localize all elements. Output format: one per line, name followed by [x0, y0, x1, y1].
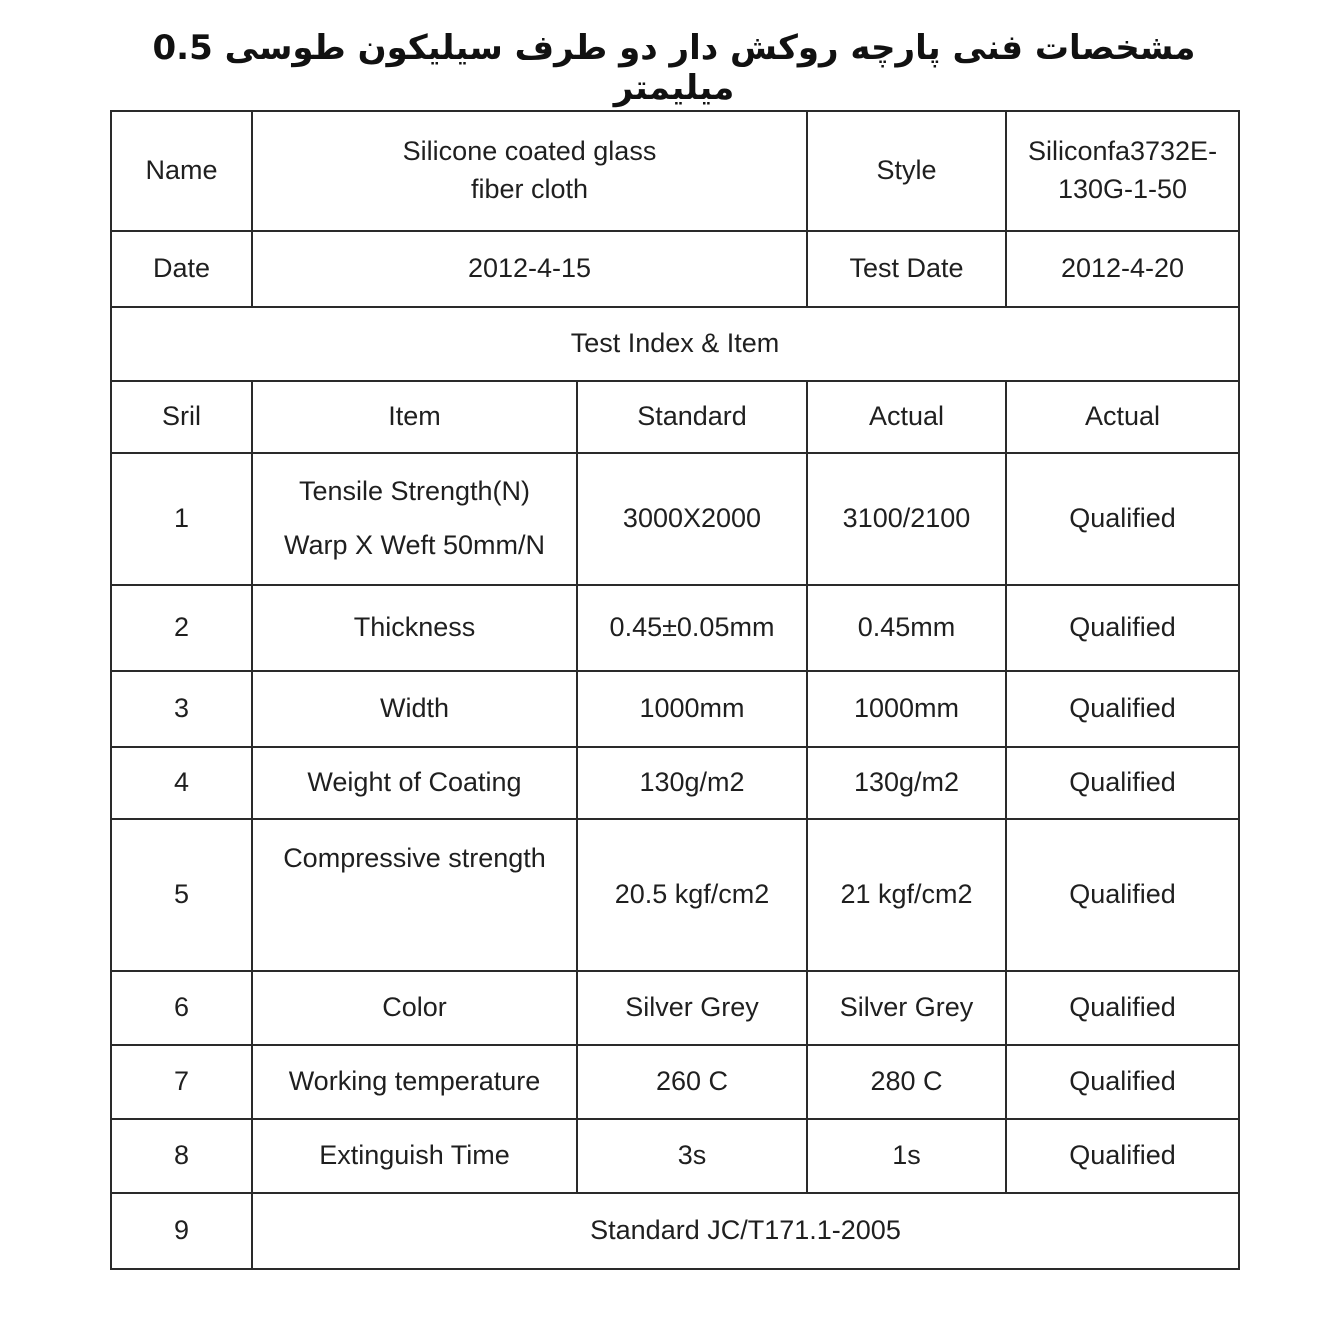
item-cell: Color [252, 971, 577, 1045]
table-row [111, 585, 1239, 671]
actual-cell: 130g/m2 [807, 747, 1006, 819]
result-cell: Qualified [1006, 747, 1239, 819]
actual-cell: 21 kgf/cm2 [807, 819, 1006, 971]
page-title: مشخصات فنی پارچه روکش دار دو طرف سیلیکون طوسی 0.5 میلیمتر [152, 28, 1196, 108]
column-header: Actual [807, 381, 1006, 453]
actual-cell: 280 C [807, 1045, 1006, 1119]
table-row [111, 971, 1239, 1045]
sril-cell: 5 [111, 819, 252, 971]
standard-reference: Standard JC/T171.1-2005 [252, 1193, 1239, 1269]
section-title: Test Index & Item [111, 307, 1239, 381]
name-value-line2: fiber cloth [470, 174, 589, 204]
item-line2: Warp X Weft 50mm/N [283, 530, 546, 560]
standard-cell: 20.5 kgf/cm2 [577, 819, 807, 971]
table-header-row [111, 381, 1239, 453]
table-row [111, 747, 1239, 819]
style-label: Style [807, 111, 1006, 231]
spec-table [110, 110, 1240, 1270]
standard-cell: 130g/m2 [577, 747, 807, 819]
item-line1: Tensile Strength(N) [298, 476, 531, 507]
standard-cell: 3000X2000 [577, 453, 807, 585]
table-row [111, 1119, 1239, 1193]
sril-cell: 9 [111, 1193, 252, 1269]
standard-cell: 260 C [577, 1045, 807, 1119]
table-row [111, 231, 1239, 307]
result-cell: Qualified [1006, 585, 1239, 671]
standard-cell: 3s [577, 1119, 807, 1193]
result-cell: Qualified [1006, 671, 1239, 747]
date-value: 2012-4-15 [252, 231, 807, 307]
table-row [111, 1193, 1239, 1269]
sril-cell: 8 [111, 1119, 252, 1193]
actual-cell: 3100/2100 [807, 453, 1006, 585]
result-cell: Qualified [1006, 819, 1239, 971]
item-cell: Compressive strength [252, 819, 577, 971]
test-date-value: 2012-4-20 [1006, 231, 1239, 307]
actual-cell: 0.45mm [807, 585, 1006, 671]
table-row [111, 819, 1239, 971]
table-row [111, 453, 1239, 585]
sril-cell: 6 [111, 971, 252, 1045]
style-value: Siliconfa3732E-130G-1-50 [1006, 111, 1239, 231]
standard-cell: 0.45±0.05mm [577, 585, 807, 671]
sril-cell: 7 [111, 1045, 252, 1119]
actual-cell: Silver Grey [807, 971, 1006, 1045]
column-header: Actual [1006, 381, 1239, 453]
column-header: Sril [111, 381, 252, 453]
actual-cell: 1000mm [807, 671, 1006, 747]
column-header: Standard [577, 381, 807, 453]
item-cell: Extinguish Time [252, 1119, 577, 1193]
name-label: Name [111, 111, 252, 231]
table-row [111, 1045, 1239, 1119]
standard-cell: Silver Grey [577, 971, 807, 1045]
standard-cell: 1000mm [577, 671, 807, 747]
table-row [111, 307, 1239, 381]
item-cell: Thickness [252, 585, 577, 671]
result-cell: Qualified [1006, 1045, 1239, 1119]
sril-cell: 1 [111, 453, 252, 585]
item-cell: Width [252, 671, 577, 747]
item-cell [252, 453, 577, 585]
result-cell: Qualified [1006, 971, 1239, 1045]
table-row [111, 671, 1239, 747]
sril-cell: 4 [111, 747, 252, 819]
sril-cell: 2 [111, 585, 252, 671]
item-cell: Working temperature [252, 1045, 577, 1119]
name-value-line1: Silicone coated glass [402, 136, 657, 167]
column-header: Item [252, 381, 577, 453]
test-date-label: Test Date [807, 231, 1006, 307]
name-value [252, 111, 807, 231]
result-cell: Qualified [1006, 453, 1239, 585]
result-cell: Qualified [1006, 1119, 1239, 1193]
date-label: Date [111, 231, 252, 307]
table-row [111, 111, 1239, 231]
actual-cell: 1s [807, 1119, 1006, 1193]
sril-cell: 3 [111, 671, 252, 747]
item-cell: Weight of Coating [252, 747, 577, 819]
